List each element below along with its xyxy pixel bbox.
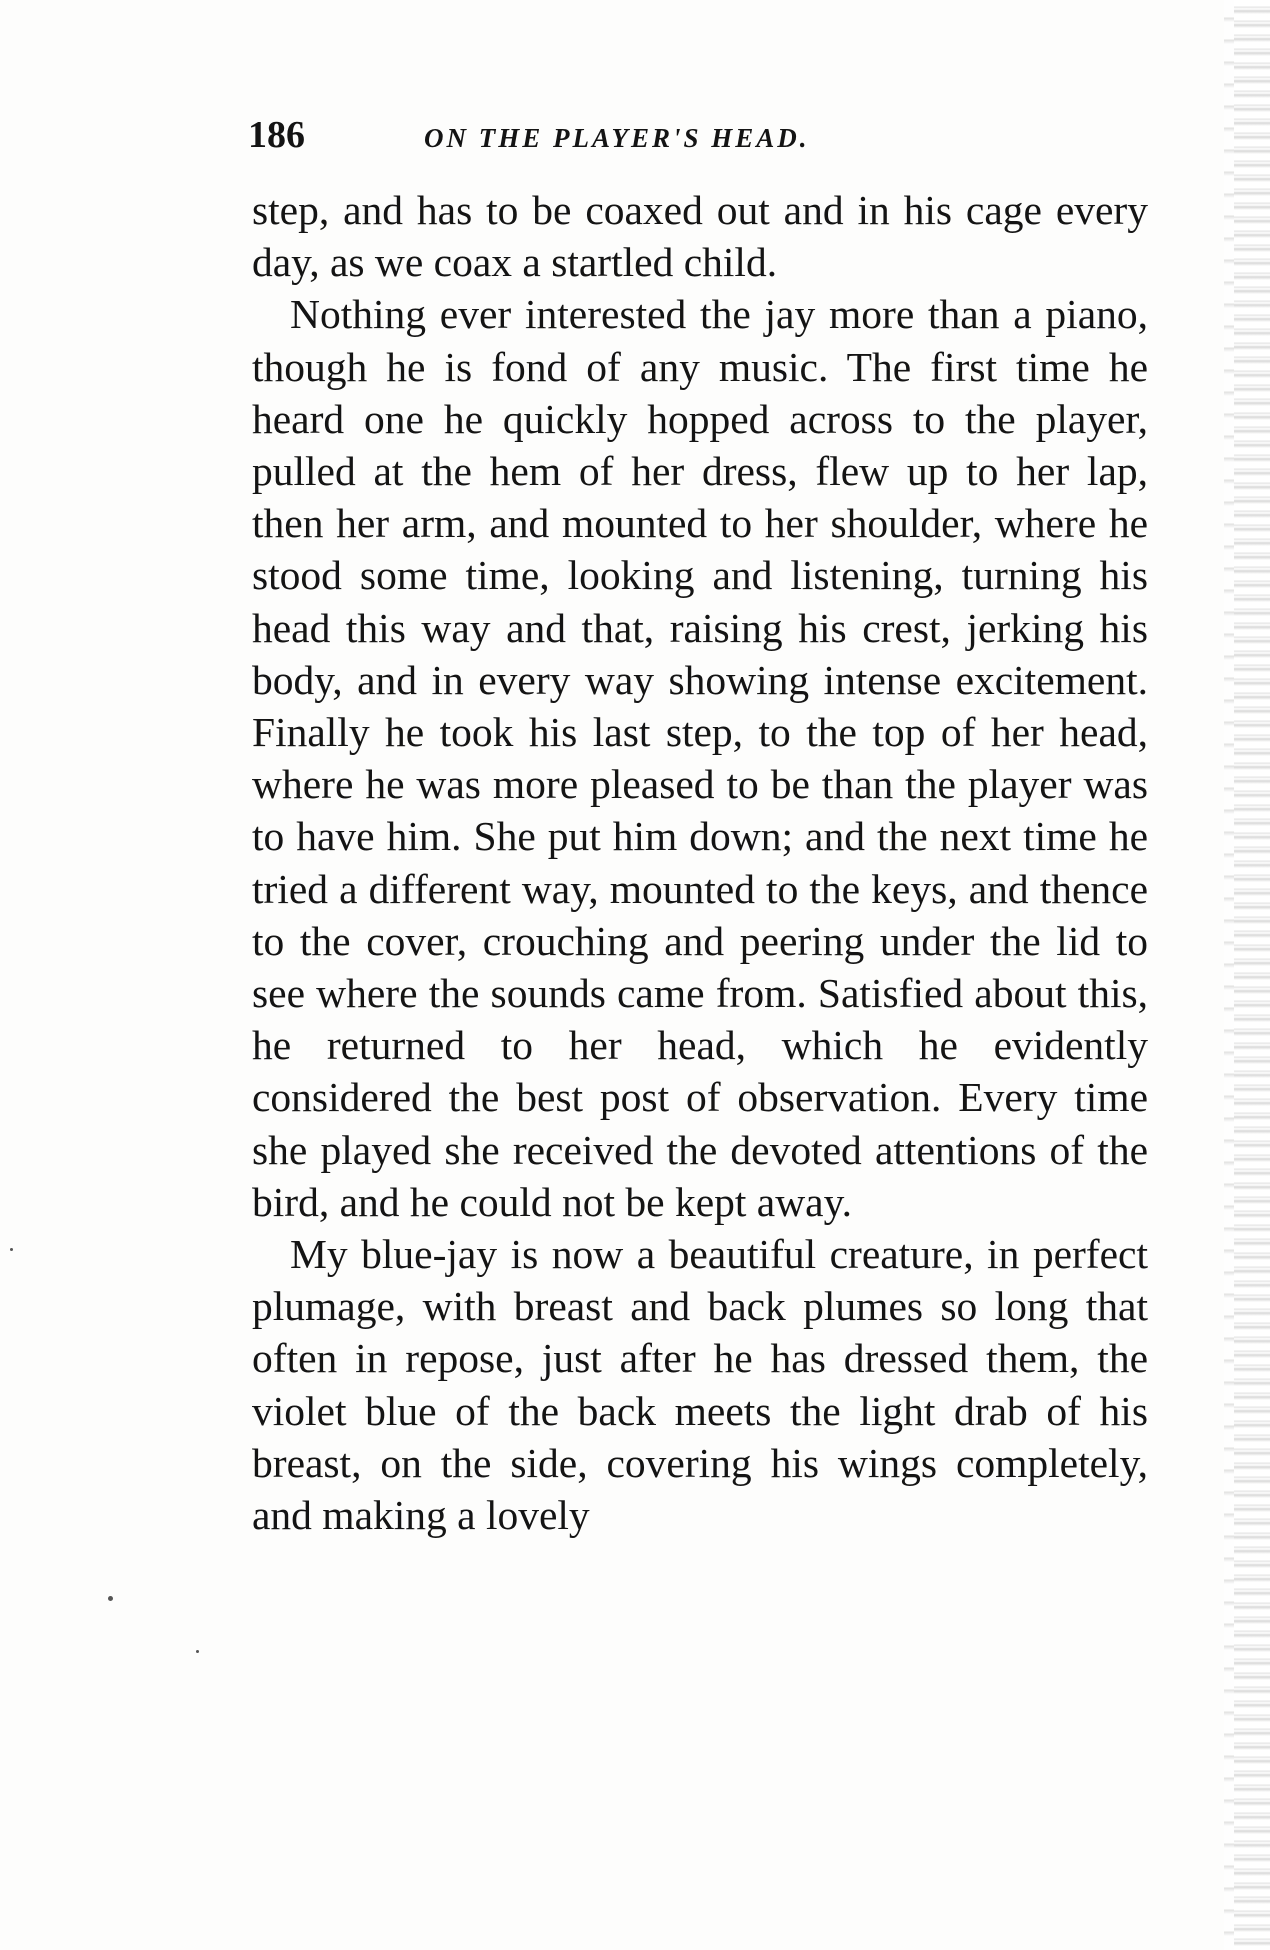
running-head: ON THE PLAYER'S HEAD. [424, 123, 810, 153]
page-gutter-shadow [1224, 0, 1234, 1950]
print-speck [108, 1596, 113, 1601]
print-speck [196, 1650, 199, 1653]
paragraph-piano: Nothing ever interested the jay more than a piano, though he is fond of any music. The first time he heard one he quickly hopped across to the player, pulled at the hem of her dress, flew up to her lap, then her arm, and mounted to her shoulder, where he stood some time, looking and listening, turning his head this way and that, raising his crest, jerking his body, and in every way showing intense excitement. Finally he took his last step, to the top of her head, where he was more pleased to be than the player was to have him. She put him down; and the next time he tried a different way, mounted to the keys, and thence to the cover, crouching and peering under the lid to see where the sounds came from. Satisfied about this, he returned to her head, which he evidently considered the best post of observation. Every time she played she received the devoted attentions of the bird, and he could not be kept away. [252, 291, 1148, 1225]
body-text [252, 184, 1148, 1541]
paragraph-plumage: My blue-jay is now a beautiful creature, in perfect plumage, with breast and back plumes so long that often in repose, just after he has dressed them, the violet blue of the back meets the light drab of his breast, on the side, covering his wings completely, and making a lovely [252, 1231, 1148, 1539]
paragraph-continuation: step, and has to be coaxed out and in his cage every day, as we coax a startled child. [252, 187, 1148, 286]
page-edge-texture [1234, 0, 1270, 1950]
page-header [248, 112, 1148, 158]
page-number: 186 [248, 114, 305, 156]
print-speck [10, 1248, 13, 1251]
